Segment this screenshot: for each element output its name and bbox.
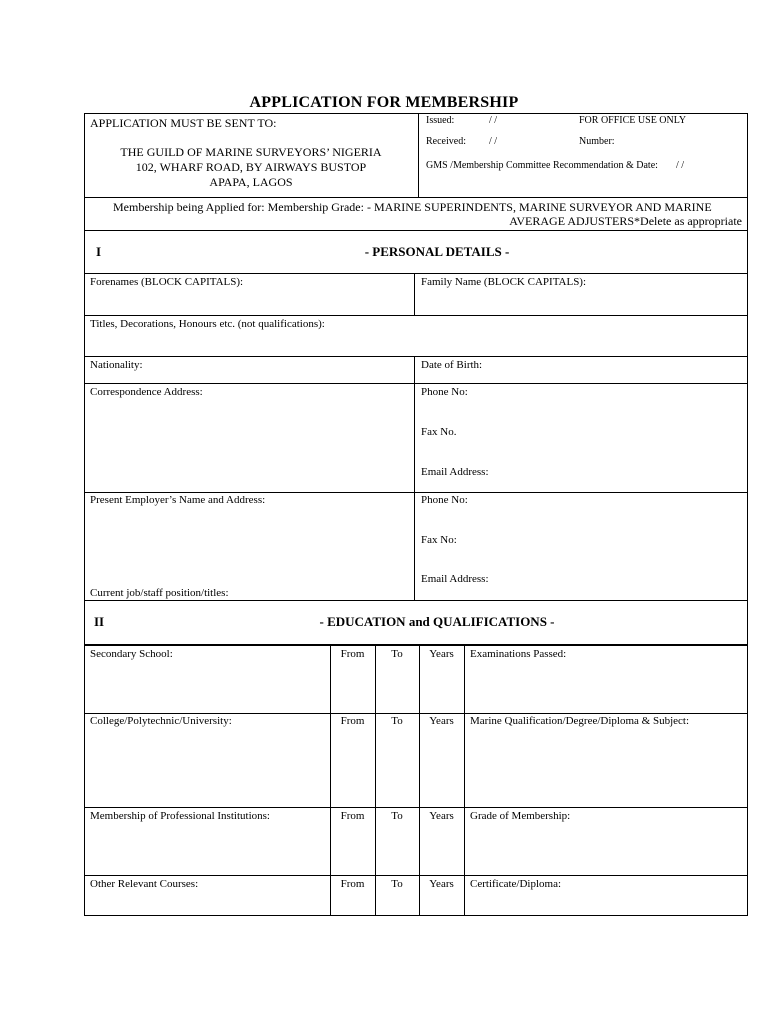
from-column-label: From <box>340 810 365 822</box>
years-column-label: Years <box>429 810 454 822</box>
years-column-label: Years <box>429 878 454 890</box>
date-of-birth-field[interactable]: Date of Birth: <box>421 359 483 371</box>
years-column-label: Years <box>429 648 454 660</box>
college-field[interactable]: College/Polytechnic/University: <box>90 715 232 727</box>
employer-fax-field[interactable]: Fax No: <box>421 534 457 546</box>
divider <box>414 273 415 315</box>
guild-city: APAPA, LAGOS <box>209 175 293 189</box>
examinations-passed-field[interactable]: Examinations Passed: <box>470 648 567 660</box>
divider <box>418 113 419 197</box>
membership-grade-line2: AVERAGE ADJUSTERS*Delete as appropriate <box>509 214 742 228</box>
secondary-school-field[interactable]: Secondary School: <box>90 648 173 660</box>
divider <box>84 383 748 384</box>
divider <box>464 644 465 916</box>
gms-recommendation-label: GMS /Membership Committee Recommendation & Date: <box>426 160 658 171</box>
divider <box>84 875 748 876</box>
certificate-diploma-field[interactable]: Certificate/Diploma: <box>470 878 562 890</box>
phone-field[interactable]: Phone No: <box>421 386 468 398</box>
divider <box>84 492 748 493</box>
to-column-label: To <box>391 648 403 660</box>
office-use-label: FOR OFFICE USE ONLY <box>579 115 687 126</box>
employer-phone-field[interactable]: Phone No: <box>421 494 468 506</box>
guild-address-line: 102, WHARF ROAD, BY AIRWAYS BUSTOP <box>135 160 367 174</box>
divider <box>84 644 748 646</box>
guild-name: THE GUILD OF MARINE SURVEYORS’ NIGERIA <box>120 145 382 159</box>
to-column-label: To <box>391 878 403 890</box>
nationality-field[interactable]: Nationality: <box>90 359 143 371</box>
section-number: I <box>96 244 102 259</box>
divider <box>84 197 748 198</box>
divider <box>84 807 748 808</box>
membership-form <box>84 113 748 916</box>
section-heading: - PERSONAL DETAILS - <box>364 244 510 259</box>
employer-field[interactable]: Present Employer’s Name and Address: <box>90 494 266 506</box>
divider <box>330 644 331 916</box>
fax-field[interactable]: Fax No. <box>421 426 457 438</box>
marine-qualification-field[interactable]: Marine Qualification/Degree/Diploma & Subject: <box>470 715 690 727</box>
gms-date: / / <box>676 160 685 171</box>
divider <box>375 644 376 916</box>
divider <box>419 644 420 916</box>
send-to-heading: APPLICATION MUST BE SENT TO: <box>90 116 277 130</box>
form-title: APPLICATION FOR MEMBERSHIP <box>249 94 519 111</box>
from-column-label: From <box>340 648 365 660</box>
number-label: Number: <box>579 136 615 147</box>
titles-field[interactable]: Titles, Decorations, Honours etc. (not qualifications): <box>90 318 325 330</box>
from-column-label: From <box>340 715 365 727</box>
divider <box>84 230 748 231</box>
employer-email-field[interactable]: Email Address: <box>421 573 489 585</box>
years-column-label: Years <box>429 715 454 727</box>
grade-of-membership-field[interactable]: Grade of Membership: <box>470 810 571 822</box>
divider <box>84 273 748 274</box>
issued-label: Issued: <box>426 115 455 126</box>
forenames-field[interactable]: Forenames (BLOCK CAPITALS): <box>90 276 244 288</box>
issued-date: / / <box>489 115 498 126</box>
divider <box>84 356 748 357</box>
from-column-label: From <box>340 878 365 890</box>
received-label: Received: <box>426 136 466 147</box>
section-heading: - EDUCATION and QUALIFICATIONS - <box>319 614 555 629</box>
email-field[interactable]: Email Address: <box>421 466 489 478</box>
divider <box>84 600 748 601</box>
divider <box>84 315 748 316</box>
other-courses-field[interactable]: Other Relevant Courses: <box>90 878 199 890</box>
received-date: / / <box>489 136 498 147</box>
membership-grade-line: Membership being Applied for: Membership Grade: - MARINE SUPERINDENTS, MARINE SURVEYOR AND MARINE <box>113 200 712 214</box>
professional-institutions-field[interactable]: Membership of Professional Institutions: <box>90 810 270 822</box>
section-number: II <box>94 614 105 629</box>
divider <box>414 356 415 600</box>
to-column-label: To <box>391 810 403 822</box>
correspondence-address-field[interactable]: Correspondence Address: <box>90 386 203 398</box>
to-column-label: To <box>391 715 403 727</box>
current-job-field[interactable]: Current job/staff position/titles: <box>90 587 229 599</box>
divider <box>84 713 748 714</box>
family-name-field[interactable]: Family Name (BLOCK CAPITALS): <box>421 276 587 288</box>
